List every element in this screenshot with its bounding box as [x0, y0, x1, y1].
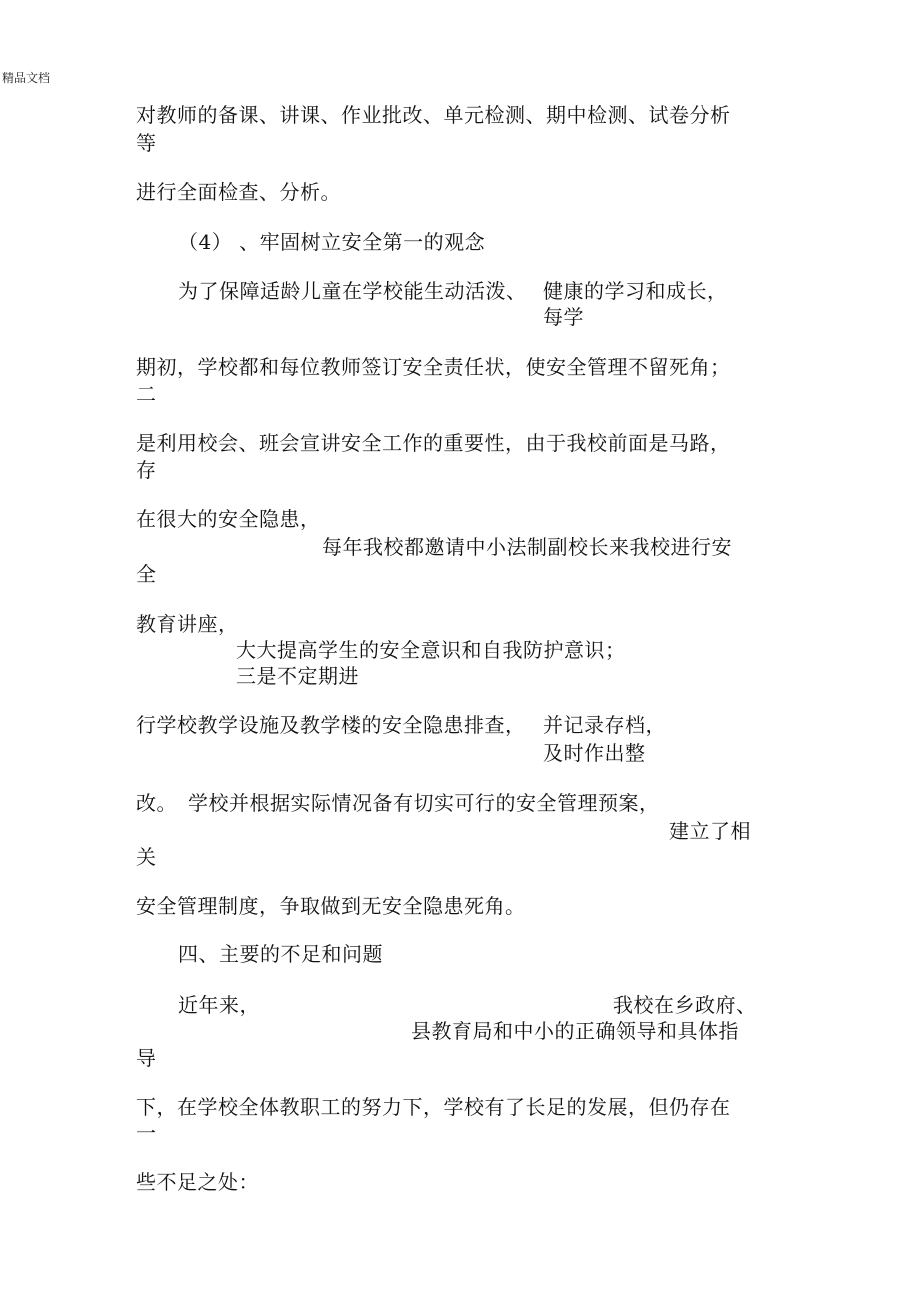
- text-line: 县教育局和中小的正确领导和具体指: [411, 1019, 739, 1043]
- text-line: 存: [136, 458, 157, 482]
- text-line: 我校在乡政府、: [613, 993, 757, 1017]
- text-line: 大大提高学生的安全意识和自我防护意识；: [236, 638, 626, 662]
- text-line: 三是不定期进: [236, 664, 359, 688]
- text-line: 关: [136, 845, 157, 869]
- text-line: 期初，学校都和每位教师签订安全责任状，使安全管理不留死角；: [136, 355, 731, 379]
- text-line: 每学: [543, 305, 584, 329]
- text-line: 教育讲座，: [136, 612, 239, 636]
- text-line: 全: [136, 562, 157, 586]
- text-line: 是利用校会、班会宣讲安全工作的重要性，由于我校前面是马路，: [136, 431, 731, 455]
- section-heading: （4） 、牢固树立安全第一的观念: [178, 230, 486, 254]
- text-line: 近年来，: [178, 993, 260, 1017]
- text-line: 对教师的备课、讲课、作业批改、单元检测、期中检测、试卷分析: [136, 103, 731, 127]
- text-line: 等: [136, 131, 157, 155]
- text-line: 安全管理制度，争取做到无安全隐患死角。: [136, 894, 526, 918]
- text-line: 下，在学校全体教职工的努力下，学校有了长足的发展，但仍存在: [136, 1095, 731, 1119]
- text-line: 建立了相: [669, 819, 751, 843]
- text-line: 一: [136, 1121, 157, 1145]
- text-line: 行学校教学设施及教学楼的安全隐患排查，: [136, 713, 526, 737]
- text-line: 及时作出整: [543, 741, 646, 765]
- text-line: 健康的学习和成长，: [543, 279, 728, 303]
- page-header-label: 精品文档: [2, 71, 51, 85]
- text-line: 二: [136, 382, 157, 406]
- text-line: 改。: [136, 791, 177, 815]
- text-line: 为了保障适龄儿童在学校能生动活泼、: [178, 279, 527, 303]
- text-line: 学校并根据实际情况备有切实可行的安全管理预案，: [188, 791, 660, 815]
- text-line: 进行全面检查、分析。: [136, 180, 341, 204]
- text-line: 些不足之处：: [136, 1170, 259, 1194]
- text-line: 导: [136, 1046, 157, 1070]
- text-line: 并记录存档，: [543, 713, 666, 737]
- section-heading: 四、主要的不足和问题: [178, 942, 383, 966]
- text-line: 在很大的安全隐患，: [136, 507, 321, 531]
- text-line: 每年我校都邀请中小法制副校长来我校进行安: [322, 535, 732, 559]
